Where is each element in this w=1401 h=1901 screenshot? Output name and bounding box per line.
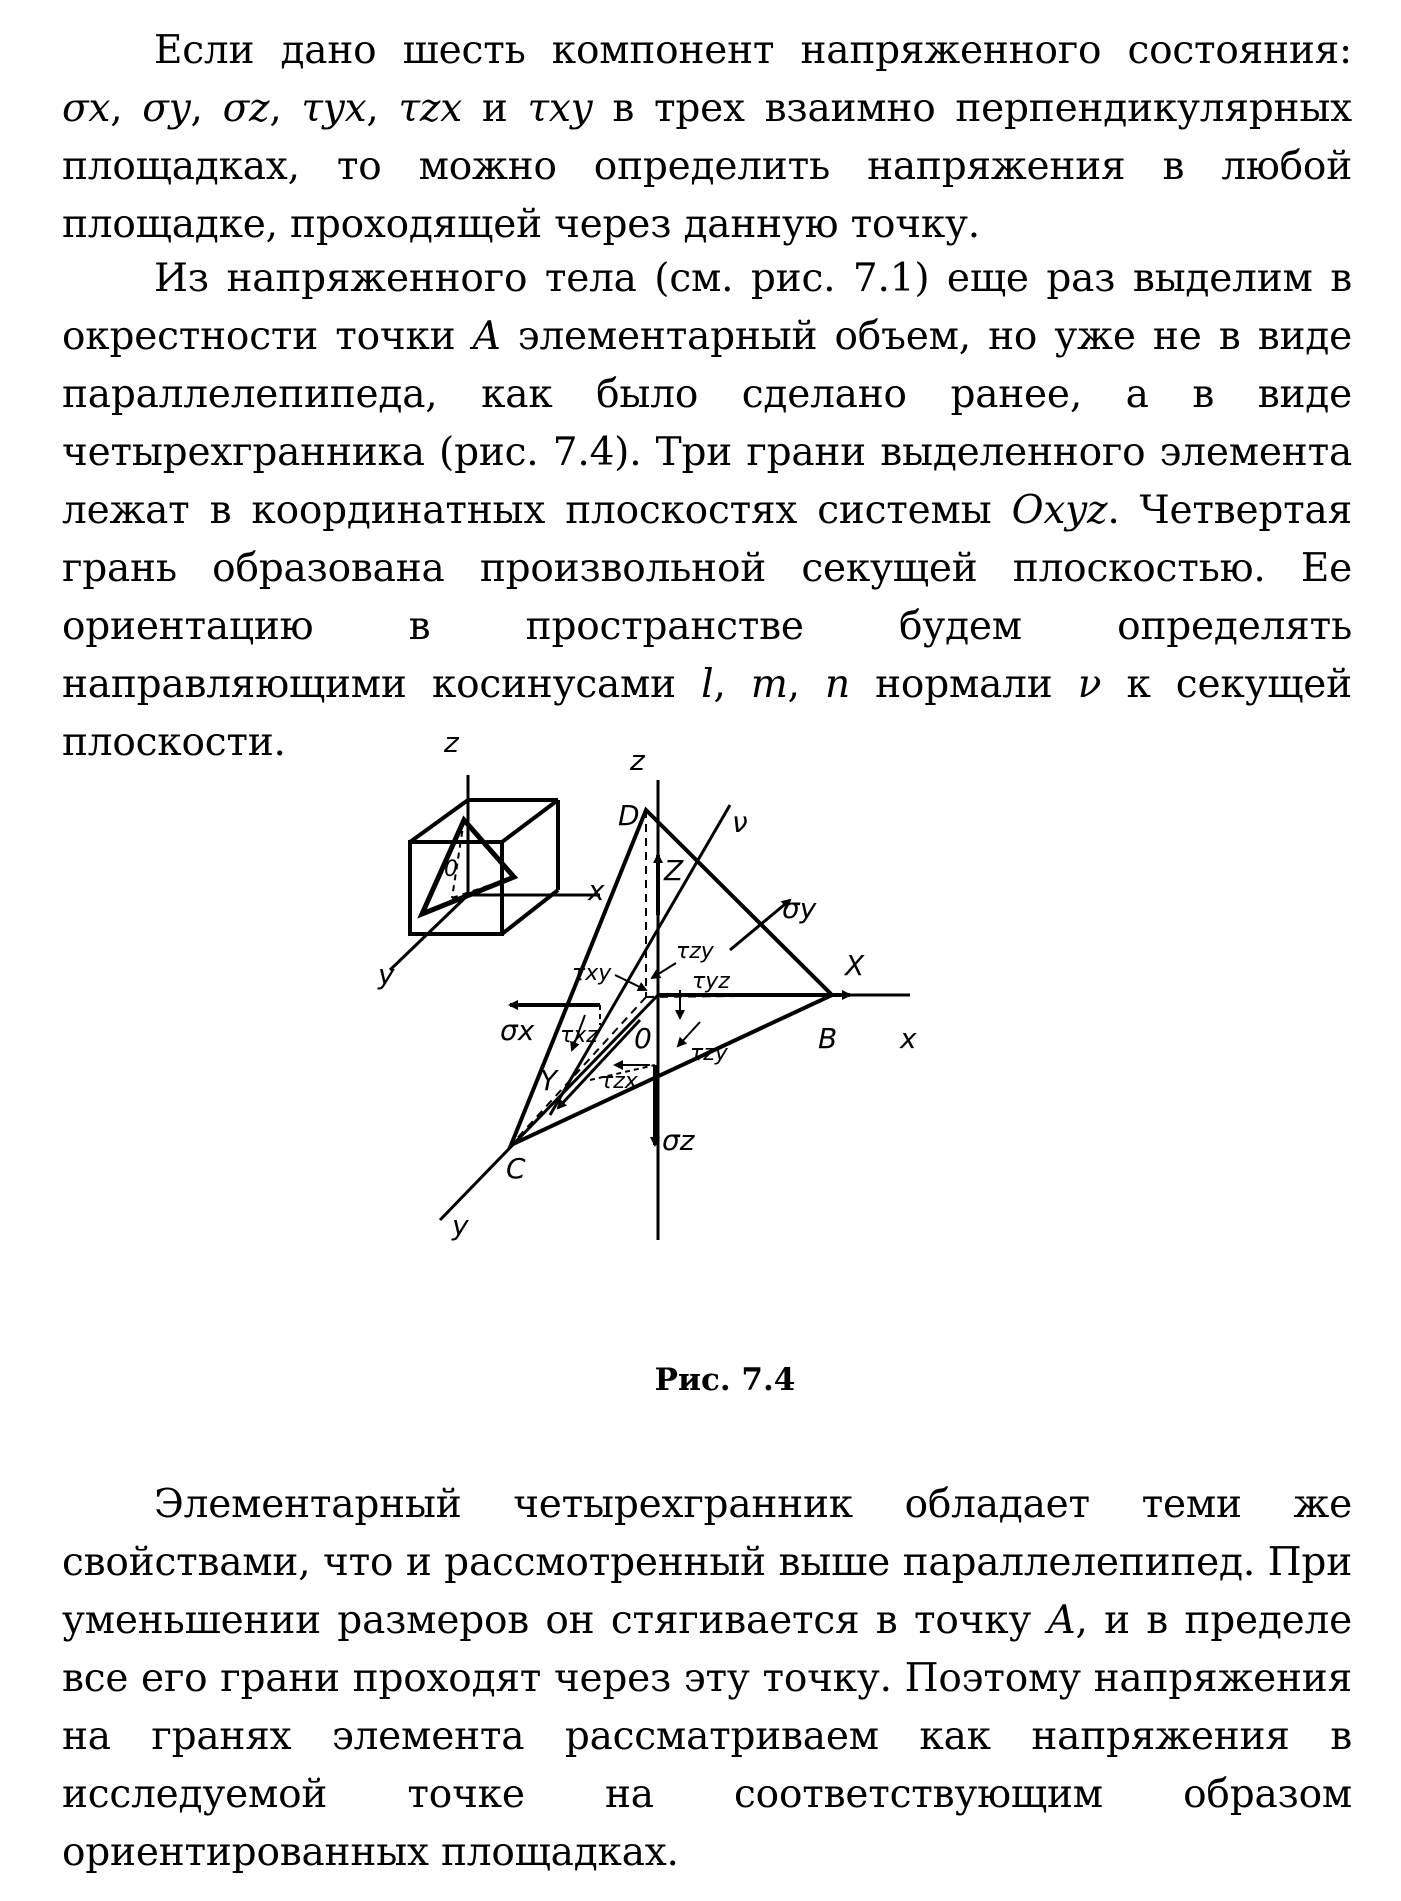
math-tau-xy: τxy	[527, 86, 593, 131]
text: в трех взаимно перпендикулярных площадках, то можно определить напряжения в любой площадке, проходящей через данную точку.	[62, 86, 1352, 247]
sigma-y-label: σy	[782, 892, 817, 925]
sep: ,	[787, 662, 826, 707]
math-tau-yx: τyx	[301, 86, 367, 131]
tau-yz-label: τyz	[692, 969, 730, 994]
math-sigma-z: σz	[222, 86, 270, 131]
normal-nu-label: ν	[732, 806, 748, 839]
paragraph-1	[62, 22, 1352, 254]
axis-Y-label: Y	[540, 1064, 558, 1097]
vertex-C-label: C	[506, 1152, 526, 1185]
sep: ,	[110, 86, 143, 131]
small-axis-z-label: z	[444, 726, 459, 759]
sep: ,	[713, 662, 751, 707]
figure-caption: Рис. 7.4	[654, 1362, 796, 1398]
math-m: m	[750, 662, 788, 707]
math-nu: ν	[1077, 662, 1102, 707]
vertex-D-label: D	[618, 799, 640, 832]
small-axis-y-label: y	[378, 958, 395, 991]
text: . Четвертая грань образована произвольной секущей плоскостью. Ее ориентацию в пространстве будем определять направляющими косинусами	[62, 488, 1352, 707]
text: и	[462, 86, 528, 131]
small-tetrahedron-sketch	[390, 775, 600, 970]
figure-7-4	[378, 720, 1140, 1400]
small-origin-label: 0	[444, 857, 458, 882]
sep: ,	[366, 86, 399, 131]
text: , и в пределе все его грани проходят через эту точку. Поэтому напряжения на гранях элемента рассматриваем как напряжения в исследуемой точке на соответствующим образом ориентированных площадках.	[62, 1598, 1352, 1875]
tau-zx-label: τzx	[600, 1069, 638, 1094]
tau-zy-label: τzy	[676, 939, 714, 964]
math-l: l	[701, 662, 714, 707]
paragraph-3	[62, 1476, 1352, 1882]
vertex-B-label: B	[818, 1022, 838, 1055]
tau-xy-label: τxy	[572, 961, 612, 986]
axis-x-label: x	[900, 1022, 917, 1055]
math-oxyz: Oxyz	[1011, 488, 1108, 533]
math-A: A	[1047, 1598, 1076, 1643]
text: к секущей плоскости.	[62, 662, 1352, 765]
math-sigma-x: σx	[62, 86, 111, 131]
small-axis-x-label: x	[588, 874, 605, 907]
tau-zy-2-label: τzy	[690, 1041, 728, 1066]
axis-Z-label: Z	[664, 854, 684, 887]
axis-X-label: X	[845, 949, 865, 982]
math-tau-zx: τzx	[398, 86, 462, 131]
sep: ,	[190, 86, 223, 131]
sigma-z-label: σz	[662, 1124, 695, 1157]
text: Если дано шесть компонент напряженного состояния:	[154, 28, 1352, 73]
sigma-x-label: σx	[500, 1014, 535, 1047]
text: Из напряженного тела (см. рис. 7.1) еще раз выделим в окрестности точки	[62, 256, 1352, 359]
origin-O-label: 0	[634, 1022, 652, 1055]
text: элементарный объем, но уже не в виде параллелепипеда, как было сделано ранее, а в виде четырехгранника (рис. 7.4). Три грани выделенного элемента лежат в координатных плоскостях системы	[62, 314, 1352, 533]
text: Элементарный четырехгранник обладает теми же свойствами, что и рассмотренный выше параллелепипед. При уменьшении размеров он стягивается в точку	[62, 1482, 1352, 1643]
sep: ,	[269, 86, 302, 131]
math-n: n	[825, 662, 850, 707]
paragraph-2	[62, 250, 1352, 772]
text: нормали	[849, 662, 1078, 707]
axis-y-label: y	[452, 1209, 469, 1242]
axis-z-label: z	[630, 744, 645, 777]
tau-xz-label: τxz	[560, 1023, 598, 1048]
math-A: A	[472, 314, 501, 359]
math-sigma-y: σy	[142, 86, 191, 131]
